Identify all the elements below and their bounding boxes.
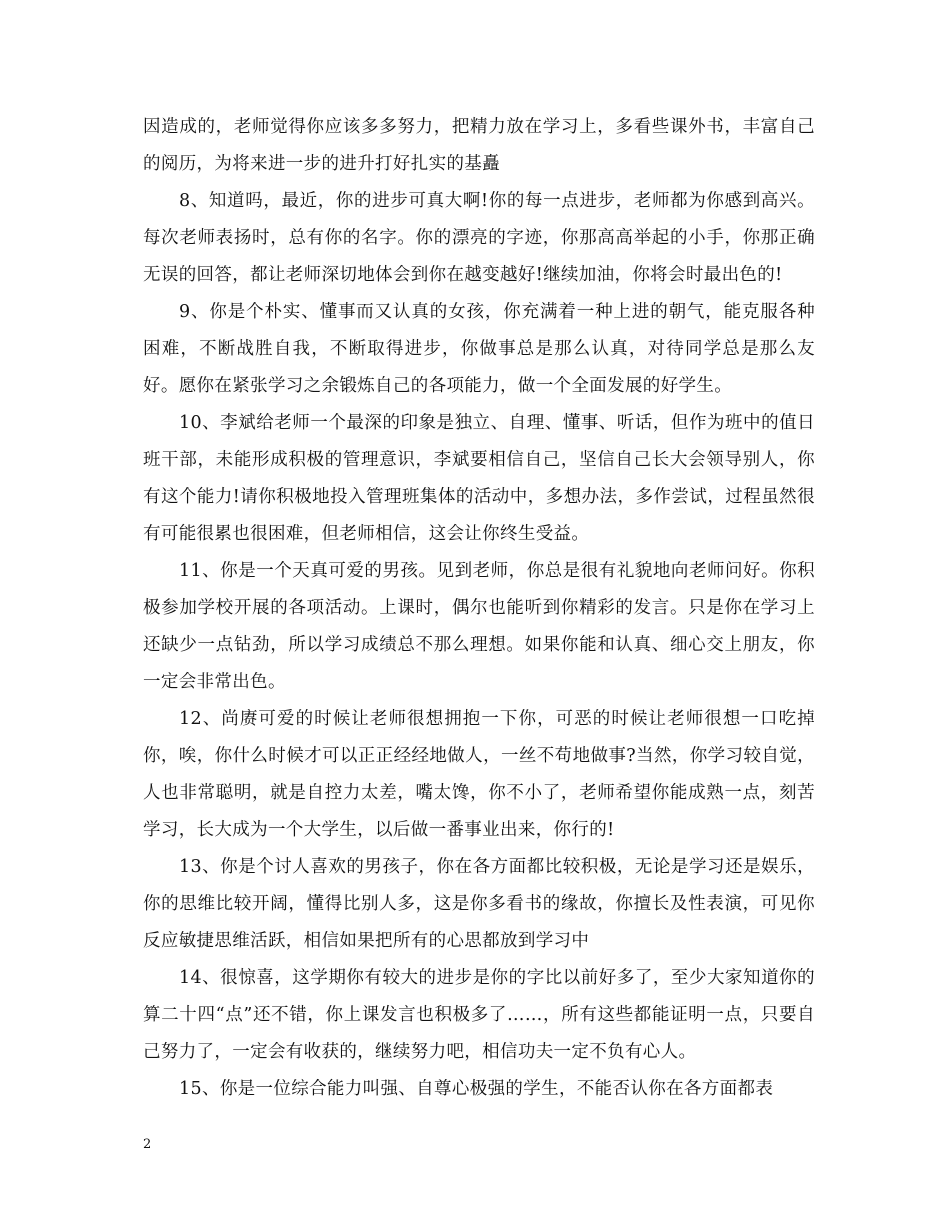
paragraph-comment-9: 9、你是个朴实、懂事而又认真的女孩，你充满着一种上进的朝气，能克服各种困难，不断战胜自我，不断取得进步，你做事总是那么认真，对待同学总是那么友好。愿你在紧张学习之余锻炼自己的各项能力，做一个全面发展的好学生。 <box>143 302 815 396</box>
paragraph-comment-13: 13、你是个讨人喜欢的男孩子，你在各方面都比较积极，无论是学习还是娱乐，你的思维比较开阔，懂得比别人多，这是你多看书的缘故，你擅长及性表演，可见你反应敏捷思维活跃，相信如果把所有的心思都放到学习中 <box>143 857 815 951</box>
document-body <box>143 109 815 1108</box>
paragraph-continuation: 因造成的，老师觉得你应该多多努力，把精力放在学习上，多看些课外书，丰富自己的阅历，为将来进一步的进升打好扎实的基矗 <box>143 117 815 174</box>
paragraph-comment-8: 8、知道吗，最近，你的进步可真大啊!你的每一点进步，老师都为你感到高兴。每次老师表扬时，总有你的名字。你的漂亮的字迹，你那高高举起的小手，你那正确无误的回答，都让老师深切地体会到你在越变越好!继续加油，你将会时最出色的! <box>143 191 815 285</box>
paragraph-comment-10: 10、李斌给老师一个最深的印象是独立、自理、懂事、听话，但作为班中的值日班干部，未能形成积极的管理意识，李斌要相信自己，坚信自己长大会领导别人，你有这个能力!请你积极地投入管理班集体的活动中，多想办法，多作尝试，过程虽然很有可能很累也很困难，但老师相信，这会让你终生受益。 <box>143 413 815 544</box>
paragraph-comment-15: 15、你是一位综合能力叫强、自尊心极强的学生，不能否认你在各方面都表 <box>179 1079 774 1099</box>
paragraph-comment-12: 12、尚赓可爱的时候让老师很想拥抱一下你，可恶的时候让老师很想一口吃掉你，唉，你什么时候才可以正正经经地做人，一丝不苟地做事?当然，你学习较自觉，人也非常聪明，就是自控力太差，嘴太馋，你不小了，老师希望你能成熟一点，刻苦学习，长大成为一个大学生，以后做一番事业出来，你行的! <box>143 709 815 840</box>
page-number: 2 <box>143 1137 152 1152</box>
paragraph-comment-11: 11、你是一个天真可爱的男孩。见到老师，你总是很有礼貌地向老师问好。你积极参加学校开展的各项活动。上课时，偶尔也能听到你精彩的发言。只是你在学习上还缺少一点钻劲，所以学习成绩总不那么理想。如果你能和认真、细心交上朋友，你一定会非常出色。 <box>143 561 815 692</box>
paragraph-comment-14: 14、很惊喜，这学期你有较大的进步是你的字比以前好多了，至少大家知道你的算二十四“点”还不错，你上课发言也积极多了……，所有这些都能证明一点，只要自己努力了，一定会有收获的，继续努力吧，相信功夫一定不负有心人。 <box>143 968 815 1062</box>
